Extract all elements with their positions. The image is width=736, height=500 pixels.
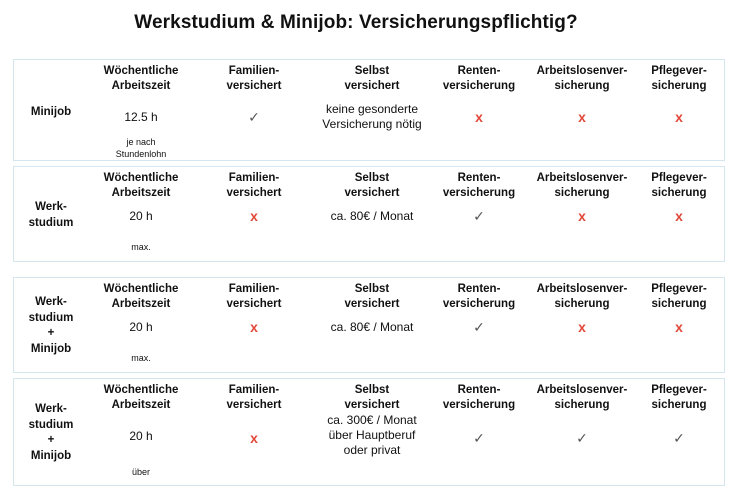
hours-note: max.	[131, 242, 151, 252]
cross-icon: x	[578, 109, 586, 125]
unemployment-column	[532, 383, 632, 483]
cross-icon: x	[250, 208, 258, 224]
care-column	[636, 383, 722, 483]
care-header: Pflegever- sicherung	[651, 384, 707, 411]
pension-header: Renten- versicherung	[442, 384, 516, 411]
self-header: Selbst versichert	[344, 65, 400, 92]
hours-header: Wöchentliche Arbeitszeit	[103, 384, 179, 411]
family-column	[204, 383, 304, 483]
hours-column	[91, 282, 191, 370]
row-card-minijob	[13, 59, 725, 161]
hours-note: je nach Stundenlohn	[115, 137, 167, 159]
unemployment-header: Arbeitslosenver- sicherung	[536, 172, 628, 199]
hours-value: 20 h	[129, 429, 153, 443]
pension-column	[434, 282, 524, 370]
family-header: Familien- versichert	[226, 283, 282, 310]
self-column	[304, 282, 440, 370]
pension-column	[434, 171, 524, 259]
pension-header: Renten- versicherung	[442, 65, 516, 92]
self-column	[304, 64, 440, 158]
self-header: Selbst versichert	[344, 283, 400, 310]
cross-icon: x	[578, 319, 586, 335]
cross-icon: x	[250, 430, 258, 446]
care-column	[636, 282, 722, 370]
care-header: Pflegever- sicherung	[651, 172, 707, 199]
checkmark-icon: ✓	[248, 109, 260, 125]
care-column	[636, 64, 722, 158]
pension-column	[434, 383, 524, 483]
hours-header: Wöchentliche Arbeitszeit	[103, 65, 179, 92]
care-header: Pflegever- sicherung	[651, 65, 707, 92]
family-header: Familien- versichert	[226, 65, 282, 92]
pension-header: Renten- versicherung	[442, 283, 516, 310]
self-column	[304, 383, 440, 483]
hours-column	[91, 64, 191, 158]
unemployment-header: Arbeitslosenver- sicherung	[536, 384, 628, 411]
checkmark-icon: ✓	[473, 319, 485, 335]
care-column	[636, 171, 722, 259]
unemployment-column	[532, 282, 632, 370]
cross-icon: x	[675, 208, 683, 224]
hours-note: über	[131, 467, 150, 477]
row-label: Werk- studium + Minijob	[28, 296, 74, 355]
cross-icon: x	[475, 109, 483, 125]
row-label: Werk- studium + Minijob	[28, 403, 74, 462]
row-label: Minijob	[30, 106, 72, 118]
unemployment-column	[532, 64, 632, 158]
cross-icon: x	[675, 319, 683, 335]
hours-header: Wöchentliche Arbeitszeit	[103, 172, 179, 199]
family-column	[204, 64, 304, 158]
cross-icon: x	[675, 109, 683, 125]
row-label: Werk- studium	[28, 201, 74, 229]
pension-header: Renten- versicherung	[442, 172, 516, 199]
row-card-werkstudium	[13, 166, 725, 262]
family-header: Familien- versichert	[226, 384, 282, 411]
self-header: Selbst versichert	[344, 384, 400, 411]
family-header: Familien- versichert	[226, 172, 282, 199]
self-value: keine gesonderte Versicherung nötig	[322, 102, 422, 131]
unemployment-header: Arbeitslosenver- sicherung	[536, 65, 628, 92]
unemployment-column	[532, 171, 632, 259]
unemployment-header: Arbeitslosenver- sicherung	[536, 283, 628, 310]
pension-column	[434, 64, 524, 158]
hours-column	[91, 171, 191, 259]
hours-column	[91, 383, 191, 483]
hours-note: max.	[131, 353, 151, 363]
hours-header: Wöchentliche Arbeitszeit	[103, 283, 179, 310]
cross-icon: x	[250, 319, 258, 335]
care-header: Pflegever- sicherung	[651, 283, 707, 310]
checkmark-icon: ✓	[576, 430, 588, 446]
self-value: ca. 80€ / Monat	[330, 209, 414, 223]
cross-icon: x	[578, 208, 586, 224]
family-column	[204, 171, 304, 259]
page-title: Werkstudium & Minijob: Versicherungspflichtig?	[134, 12, 578, 33]
checkmark-icon: ✓	[473, 208, 485, 224]
row-card-werkstudium-minijob	[13, 277, 725, 373]
hours-value: 20 h	[129, 320, 153, 334]
self-header: Selbst versichert	[344, 172, 400, 199]
self-column	[304, 171, 440, 259]
family-column	[204, 282, 304, 370]
self-value: ca. 300€ / Monat über Hauptberuf oder privat	[327, 413, 417, 457]
hours-value: 12.5 h	[124, 110, 158, 124]
hours-value: 20 h	[129, 209, 153, 223]
self-value: ca. 80€ / Monat	[330, 320, 414, 334]
checkmark-icon: ✓	[473, 430, 485, 446]
checkmark-icon: ✓	[673, 430, 685, 446]
row-card-werkstudium-minijob-over	[13, 378, 725, 486]
